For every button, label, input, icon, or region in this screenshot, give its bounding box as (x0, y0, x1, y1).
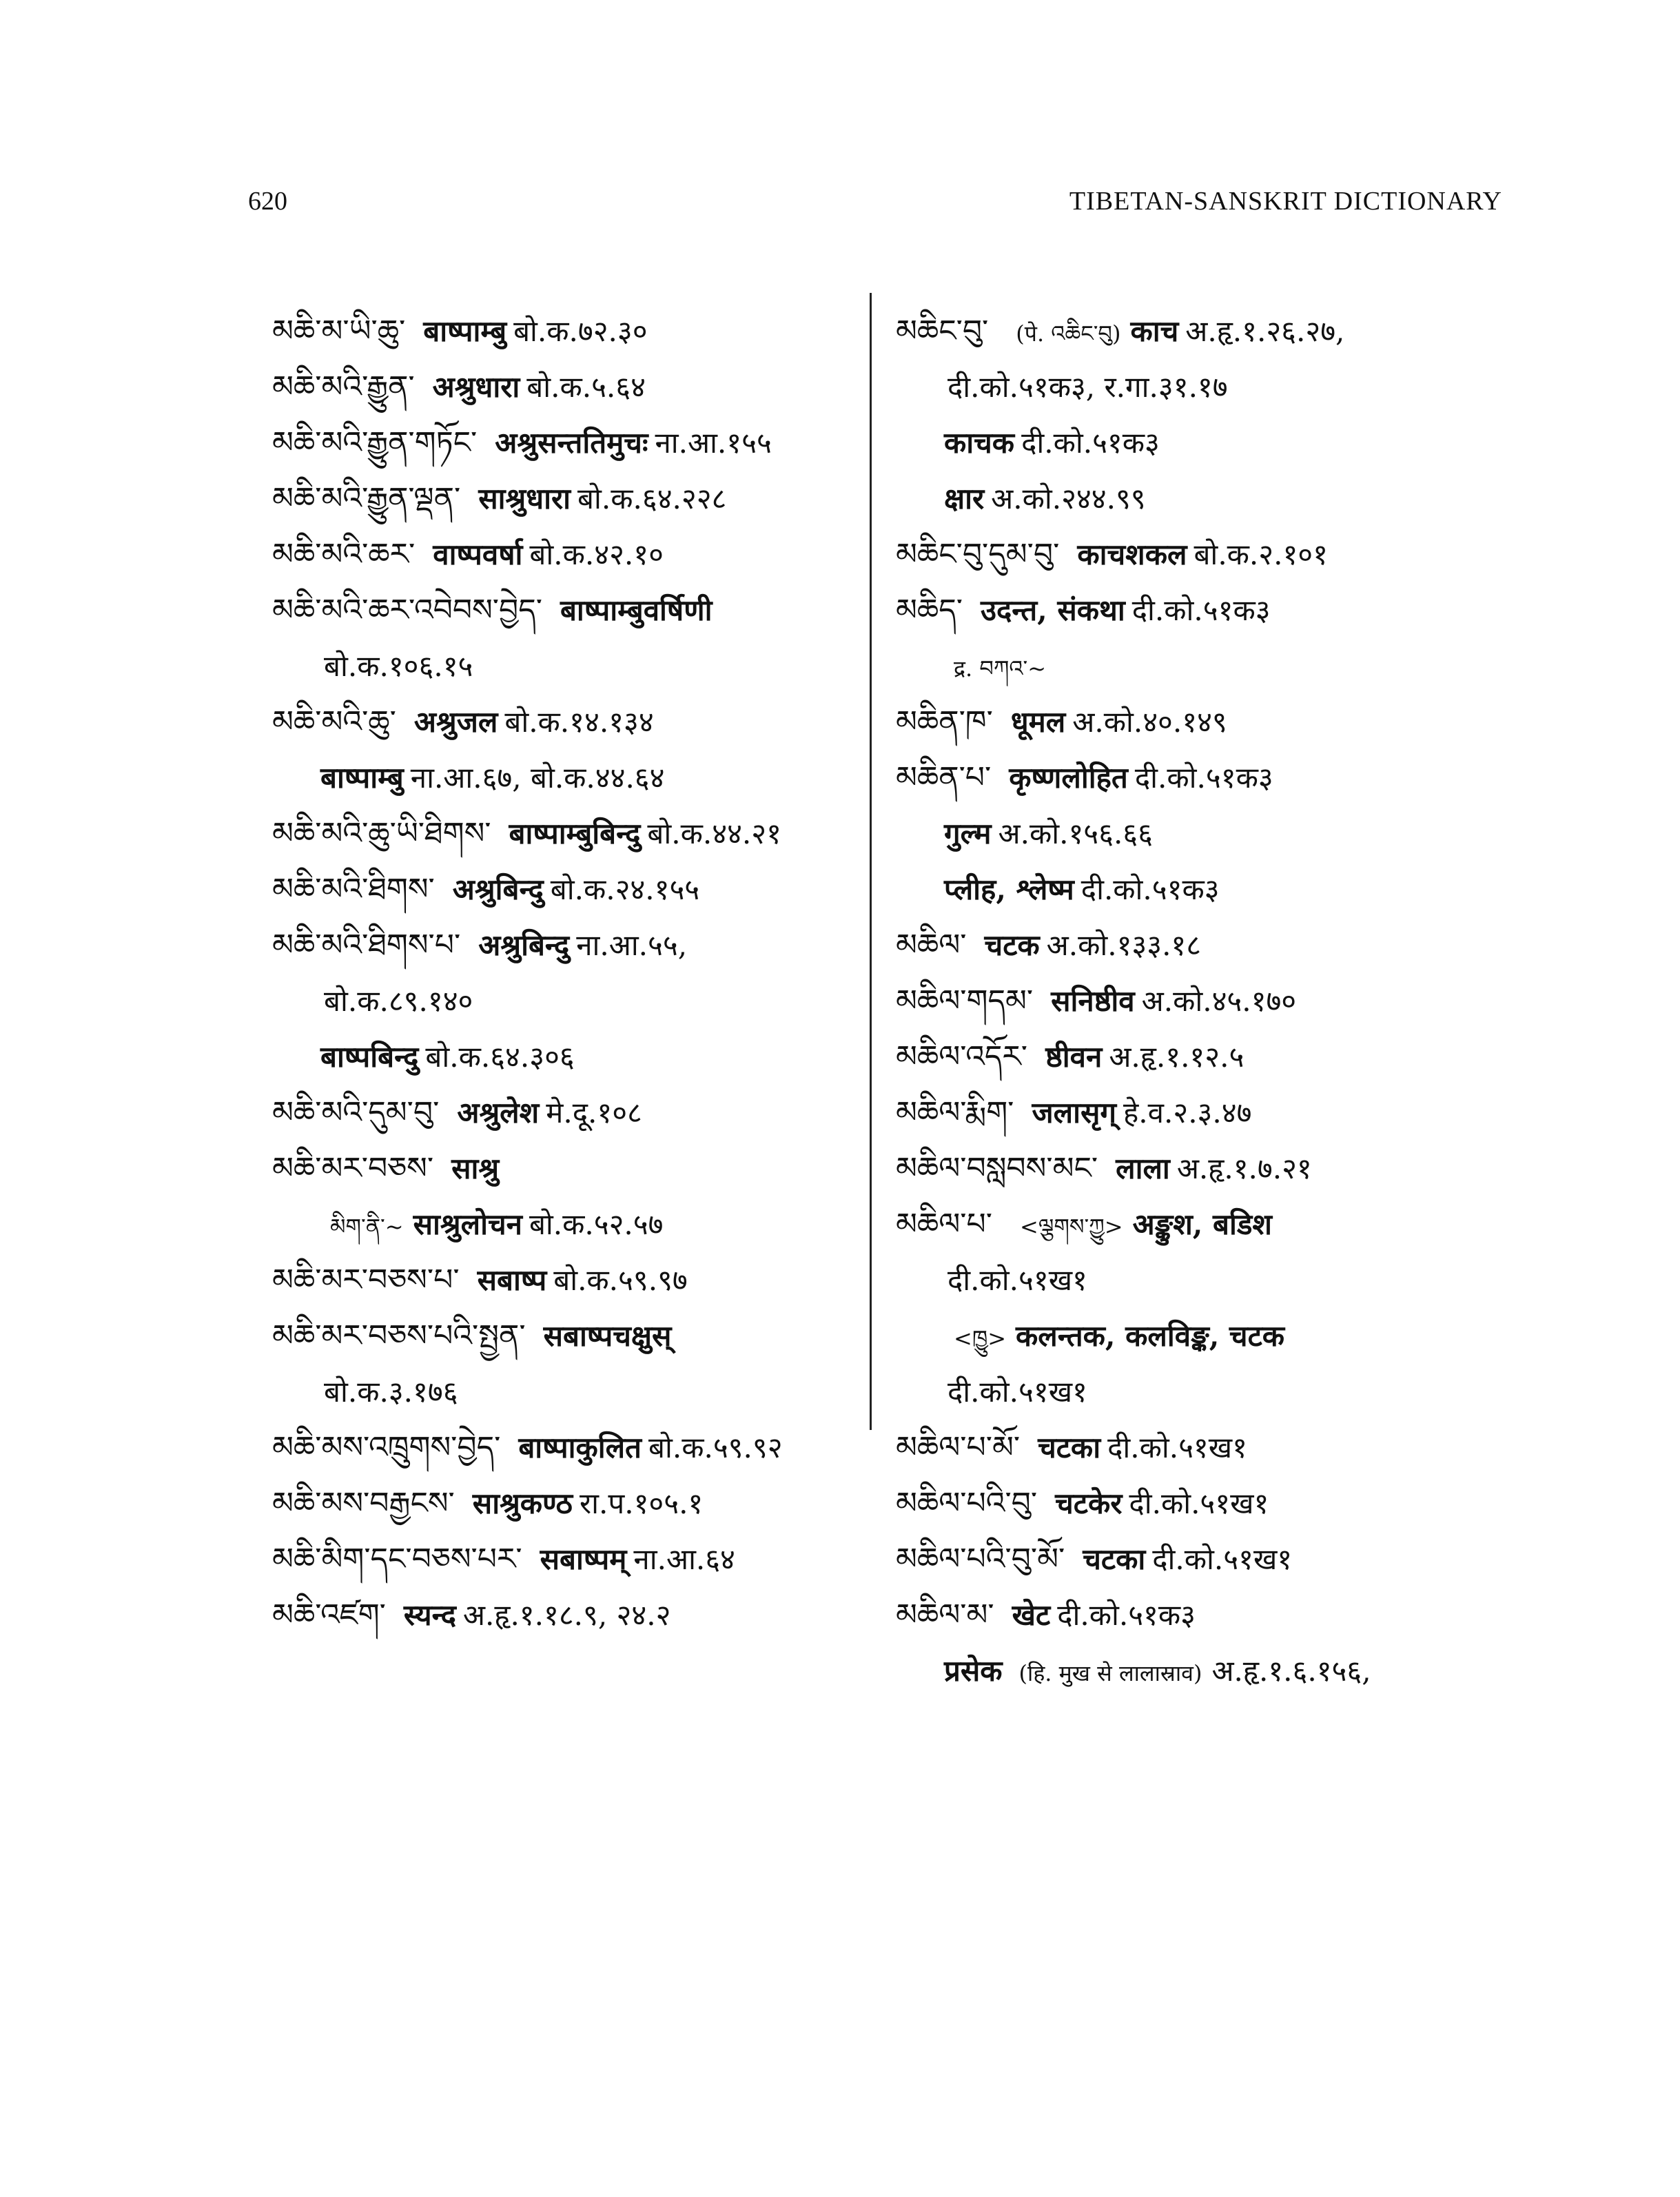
right-column (896, 303, 1502, 1699)
entry-line (896, 582, 1502, 638)
source-reference: दी.को.५१ख१ (947, 1263, 1087, 1297)
entry-line (272, 1531, 858, 1587)
tibetan-headword: མཆིལ་པའི་བུ་མོ་ (896, 1542, 1065, 1577)
sanskrit-equivalent: चटका (1083, 1542, 1146, 1576)
source-reference: अ.को.२४४.९९ (991, 482, 1146, 515)
source-reference: ना.आ.६७, बो.क.४४.६४ (410, 761, 665, 795)
source-reference: बो.क.५९.९७ (553, 1263, 688, 1297)
entry-line (896, 359, 1502, 415)
column-divider (870, 293, 872, 1430)
entry-note: མིག་ནི་~ (330, 1214, 404, 1240)
tibetan-headword: མཆིལ་པའི་བུ་ (896, 1486, 1038, 1521)
tibetan-headword: མཆིད་ (896, 593, 963, 628)
running-title: TIBETAN-SANSKRIT DICTIONARY (1069, 187, 1502, 216)
entry-line (272, 861, 858, 917)
tibetan-headword: མཆི་མའི་ཆུ་ཡི་ཐིགས་ (272, 816, 491, 851)
sanskrit-equivalent: चटकेर (1055, 1486, 1123, 1520)
entry-line (272, 1308, 858, 1364)
tibetan-headword: མཆིལ་པ་ (896, 1207, 992, 1242)
entry-line (896, 1420, 1502, 1475)
source-reference: अ.हृ.१.६.१५६, (1211, 1654, 1371, 1688)
sanskrit-equivalent: अश्रुसन्ततिमुचः (495, 426, 648, 460)
source-reference: ना.आ.५५, (576, 928, 688, 962)
sanskrit-equivalent: कलन्तक, कलविङ्क, चटक (1016, 1319, 1285, 1353)
tibetan-headword: མཆིང་བུ་དུམ་བུ་ (896, 537, 1060, 572)
entry-line (272, 1252, 858, 1308)
entry-line (272, 917, 858, 973)
tibetan-headword: མཆི་མར་བཅས་པའི་སྤྱན་ (272, 1318, 526, 1353)
entry-line (896, 1085, 1502, 1141)
entry-line (896, 1029, 1502, 1085)
source-reference: दी.को.५१क३, र.गा.३१.१७ (947, 370, 1228, 404)
sanskrit-equivalent: ष्ठीवन (1045, 1040, 1103, 1074)
entry-line (896, 1643, 1502, 1699)
tibetan-headword: མཆིལ་མ་ (896, 1597, 994, 1633)
tibetan-headword: མཆི་མའི་ཆར་ (272, 537, 416, 572)
entry-line (896, 638, 1502, 694)
entry-line (272, 973, 858, 1029)
entry-line (896, 1252, 1502, 1308)
sanskrit-equivalent: अङ्कुश, बडिश (1132, 1207, 1272, 1241)
sanskrit-equivalent: बाष्पाम्बु (320, 761, 404, 795)
entry-line (896, 861, 1502, 917)
source-reference: अ.हृ.१.२६.२७, (1185, 314, 1345, 348)
tibetan-headword: མཆིང་བུ་ (896, 314, 989, 349)
source-reference: ना.आ.६४ (633, 1542, 735, 1576)
entry-line (896, 415, 1502, 471)
source-reference: दी.को.५१ख१ (1107, 1431, 1247, 1464)
sanskrit-equivalent: अश्रुबिन्दु (478, 928, 570, 962)
left-column (272, 303, 858, 1643)
entry-line (272, 359, 858, 415)
sanskrit-equivalent: साश्रु (451, 1152, 500, 1185)
sanskrit-equivalent: बाष्पबिन्दु (320, 1040, 419, 1074)
sanskrit-equivalent: काचक (944, 426, 1015, 460)
source-reference: अ.हृ.१.१८.९, २४.२ (462, 1598, 671, 1632)
sanskrit-equivalent: चटका (1038, 1431, 1101, 1464)
sanskrit-equivalent: सनिष्ठीव (1051, 984, 1135, 1018)
source-reference: बो.क.४२.१० (529, 538, 664, 571)
sanskrit-equivalent: साश्रुकण्ठ (472, 1486, 573, 1520)
tibetan-headword: མཆིལ་འདོར་ (896, 1039, 1028, 1074)
tibetan-headword: མཆི་མས་བརྒྱངས་ (272, 1486, 455, 1521)
sanskrit-equivalent: लाला (1116, 1152, 1170, 1185)
sanskrit-equivalent: काचशकल (1077, 538, 1187, 571)
source-reference: दी.को.५१क३ (1057, 1598, 1196, 1632)
entry-line (272, 1196, 858, 1252)
sanskrit-equivalent: काच (1130, 314, 1179, 348)
entry-note: (हि. मुख से लालास्राव) (1018, 1660, 1202, 1686)
tibetan-headword: མཆིན་ཁ་ (896, 704, 993, 739)
sanskrit-equivalent: बाष्पाकुलित (518, 1431, 642, 1464)
sanskrit-equivalent: बाष्पाम्बु (423, 314, 507, 348)
page-number: 620 (248, 187, 287, 216)
source-reference: अ.को.१५६.६६ (998, 817, 1153, 850)
sanskrit-equivalent: क्षार (944, 482, 985, 515)
tibetan-headword: མཆི་མའི་རྒྱུན་ (272, 369, 415, 405)
source-reference: हे.व.२.३.४७ (1123, 1096, 1252, 1130)
sanskrit-equivalent: कृष्णलोहित (1009, 761, 1128, 795)
source-reference: बो.क.१०६.१५ (324, 649, 473, 683)
sanskrit-equivalent: सबाष्पम् (540, 1542, 627, 1576)
sanskrit-equivalent: बाष्पाम्बुबिन्दु (509, 817, 641, 850)
entry-line (272, 415, 858, 471)
sanskrit-equivalent: चटक (984, 928, 1040, 962)
tibetan-headword: མཆི་མའི་ཆར་འབེབས་བྱེད་ (272, 593, 542, 628)
sanskrit-equivalent: बाष्पाम्बुवर्षिणी (560, 593, 713, 627)
source-reference: बो.क.३.१७६ (324, 1375, 458, 1409)
source-reference: बो.क.५२.५७ (529, 1207, 664, 1241)
source-reference: बो.क.६४.३०६ (425, 1040, 575, 1074)
tibetan-headword: མཆི་འཛག་ (272, 1597, 386, 1633)
entry-line (896, 917, 1502, 973)
tibetan-headword: མཆི་མའི་ཆུ་ (272, 704, 396, 739)
entry-line (272, 750, 858, 806)
sanskrit-equivalent: वाष्पवर्षा (433, 538, 523, 571)
entry-line (896, 527, 1502, 582)
entry-line (896, 694, 1502, 750)
tibetan-headword: མཆིལ་བསླབས་མང་ (896, 1151, 1098, 1186)
entry-line (896, 303, 1502, 359)
sanskrit-equivalent: स्यन्द (403, 1598, 456, 1632)
tibetan-headword: མཆིལ་གདམ་ (896, 983, 1034, 1019)
entry-line (272, 1141, 858, 1196)
source-reference: ना.आ.१५५ (655, 426, 772, 460)
entry-line (272, 1587, 858, 1643)
source-reference: दी.को.५१क३ (1021, 426, 1160, 460)
source-reference: बो.क.२४.१५५ (550, 872, 700, 906)
tibetan-headword: མཆི་མའི་རྒྱུན་གཏོང་ (272, 425, 478, 460)
entry-line (896, 1364, 1502, 1420)
entry-line (272, 1420, 858, 1475)
entry-note: <ཁྱུ> (954, 1325, 1007, 1351)
source-reference: दी.को.५१ख१ (947, 1375, 1087, 1409)
entry-line (896, 1196, 1502, 1252)
sanskrit-equivalent: साश्रुलोचन (413, 1207, 522, 1241)
tibetan-headword: མཆི་མས་འཁྲུགས་བྱེད་ (272, 1430, 501, 1465)
entry-line (272, 471, 858, 527)
entry-line (896, 1531, 1502, 1587)
entry-line (896, 973, 1502, 1029)
source-reference: अ.को.१३३.१८ (1046, 928, 1202, 962)
source-reference: बो.क.१४.१३४ (504, 705, 654, 739)
entry-line (272, 582, 858, 638)
source-reference: दी.को.५१ख१ (1152, 1542, 1293, 1576)
sanskrit-equivalent: अश्रुधारा (432, 370, 520, 404)
entry-line (896, 1475, 1502, 1531)
tibetan-headword: མཆི་མའི་ཐིགས་ (272, 872, 435, 907)
sanskrit-equivalent: साश्रुधारा (478, 482, 571, 515)
source-reference: बो.क.८९.१४० (324, 984, 473, 1018)
sanskrit-equivalent: अश्रुलेश (457, 1096, 540, 1130)
entry-line (896, 1587, 1502, 1643)
entry-line (272, 694, 858, 750)
source-reference: बो.क.२.१०१ (1194, 538, 1328, 571)
sanskrit-equivalent: धूमल (1010, 705, 1066, 739)
entry-line (272, 1364, 858, 1420)
sanskrit-equivalent: उदन्त, संकथा (980, 593, 1125, 627)
sanskrit-equivalent: जलासृग् (1032, 1096, 1116, 1130)
source-reference: बो.क.५९.९२ (648, 1431, 783, 1464)
source-reference: अ.हृ.१.७.२१ (1176, 1152, 1312, 1185)
source-reference: दी.को.५१क३ (1131, 593, 1271, 627)
tibetan-headword: མཆིལ་ (896, 928, 967, 963)
source-reference: बो.क.७२.३० (513, 314, 648, 348)
source-reference: दी.को.५१क३ (1134, 761, 1273, 795)
source-reference: अ.हृ.१.१२.५ (1109, 1040, 1244, 1074)
tibetan-headword: མཆི་མ་ཡི་ཆུ་ (272, 314, 406, 349)
source-reference: दी.को.५१क३ (1080, 872, 1220, 906)
source-reference: बो.क.५.६४ (526, 370, 646, 404)
sanskrit-equivalent: गुल्म (944, 817, 992, 850)
tibetan-headword: མཆི་མའི་དུམ་བུ་ (272, 1095, 440, 1130)
entry-line (896, 750, 1502, 806)
entry-line (896, 1141, 1502, 1196)
source-reference: अ.को.४५.१७० (1141, 984, 1297, 1018)
entry-line (272, 806, 858, 861)
entry-note: <ལྕགས་ཀྱུ> (1019, 1214, 1123, 1240)
entry-line (272, 638, 858, 694)
tibetan-headword: མཆི་མར་བཅས་ (272, 1151, 434, 1186)
entry-line (272, 1475, 858, 1531)
entry-line (272, 303, 858, 359)
source-reference: बो.क.४४.२१ (647, 817, 781, 850)
tibetan-headword: མཆི་མིག་དང་བཅས་པར་ (272, 1542, 522, 1577)
entry-line (896, 806, 1502, 861)
entry-line (896, 471, 1502, 527)
tibetan-headword: མཆི་མར་བཅས་པ་ (272, 1263, 460, 1298)
entry-line (272, 1029, 858, 1085)
source-reference: अ.को.४०.१४९ (1072, 705, 1227, 739)
sanskrit-equivalent: सबाष्प (477, 1263, 547, 1297)
tibetan-headword: མཆིན་པ་ (896, 760, 992, 795)
entry-note: (पे. འཆིང་བུ) (1016, 320, 1121, 347)
tibetan-headword: མཆིལ་རྨིག་ (896, 1095, 1014, 1130)
sanskrit-equivalent: अश्रुजल (413, 705, 498, 739)
tibetan-headword: མཆིལ་པ་མོ་ (896, 1430, 1021, 1465)
sanskrit-equivalent: सबाष्पचक्षुस् (543, 1319, 672, 1353)
sanskrit-equivalent: अश्रुबिन्दु (452, 872, 544, 906)
entry-line (272, 1085, 858, 1141)
source-reference: बो.क.६४.२२८ (577, 482, 727, 515)
page-header (248, 186, 1502, 227)
source-reference: रा.प.१०५.१ (579, 1486, 704, 1520)
source-reference: मे.दू.१०८ (546, 1096, 642, 1130)
entry-line (272, 527, 858, 582)
sanskrit-equivalent: प्रसेक (944, 1654, 1003, 1688)
sanskrit-equivalent: प्लीह, श्लेष्म (944, 872, 1074, 906)
entry-note: द्र. བཀའ་~ (954, 655, 1047, 682)
source-reference: दी.को.५१ख१ (1129, 1486, 1269, 1520)
tibetan-headword: མཆི་མའི་རྒྱུན་ལྡན་ (272, 481, 461, 516)
entry-line (896, 1308, 1502, 1364)
sanskrit-equivalent: खेट (1012, 1598, 1051, 1632)
tibetan-headword: མཆི་མའི་ཐིགས་པ་ (272, 928, 461, 963)
